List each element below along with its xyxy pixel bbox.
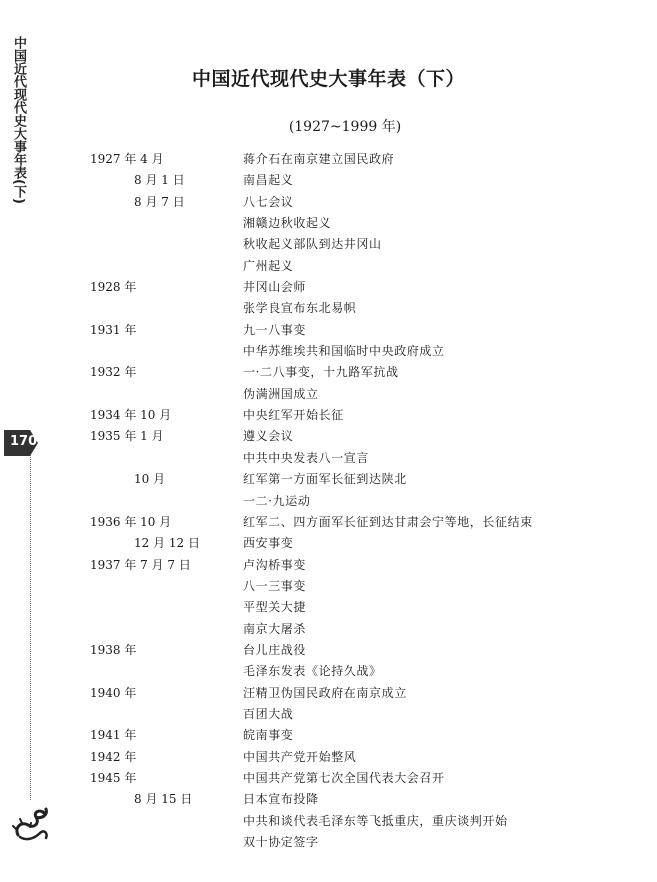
entry-event: 红军二、四方面军长征到达甘肃会宁等地，长征结束	[243, 514, 533, 529]
entry-date: 1931 年	[90, 322, 137, 337]
entry-event: 井冈山会师	[243, 280, 307, 295]
entry-date: 1937 年 7 月 7 日	[90, 557, 191, 572]
entry-date: 1936 年 10 月	[90, 514, 172, 529]
entry-date: 1938 年	[90, 642, 137, 657]
entry-date: 1932 年	[90, 365, 137, 380]
chronology-row	[0, 424, 657, 445]
chronology-list	[0, 147, 657, 851]
chronology-row	[0, 531, 657, 552]
entry-date: 1942 年	[90, 749, 137, 764]
entry-event: 皖南事变	[243, 728, 294, 743]
chronology-row	[0, 702, 657, 723]
entry-date: 1940 年	[90, 685, 137, 700]
chronology-row	[0, 489, 657, 510]
page-title: 中国近代现代史大事年表（下）	[191, 68, 465, 90]
entry-event: 秋收起义部队到达井冈山	[243, 237, 382, 252]
entry-event: 广州起义	[243, 258, 294, 273]
chronology-row	[0, 275, 657, 296]
chronology-row	[0, 296, 657, 317]
entry-date: 8 月 15 日	[134, 792, 193, 807]
chronology-row	[0, 403, 657, 424]
entry-event: 九一八事变	[243, 322, 307, 337]
chronology-row	[0, 809, 657, 830]
chronology-row	[0, 617, 657, 638]
chronology-row	[0, 659, 657, 680]
entry-event: 蒋介石在南京建立国民政府	[243, 152, 395, 166]
entry-event: 中华苏维埃共和国临时中央政府成立	[243, 344, 445, 359]
entry-event: 一·二八事变，十九路军抗战	[243, 365, 399, 380]
entry-event: 南京大屠杀	[243, 621, 307, 636]
entry-date: 12 月 12 日	[134, 536, 200, 551]
chronology-row	[0, 318, 657, 339]
entry-event: 八一三事变	[243, 578, 307, 593]
entry-event: 中共和谈代表毛泽东等飞抵重庆，重庆谈判开始	[243, 813, 508, 828]
chronology-row	[0, 254, 657, 275]
entry-event: 毛泽东发表《论持久战》	[243, 664, 382, 679]
entry-event: 汪精卫伪国民政府在南京成立	[243, 685, 407, 700]
entry-event: 日本宣布投降	[243, 792, 319, 807]
chronology-row	[0, 147, 657, 168]
chronology-row	[0, 574, 657, 595]
chronology-row	[0, 446, 657, 467]
entry-event: 双十协定签字	[243, 835, 319, 849]
page-subtitle: (1927~1999 年)	[288, 119, 402, 135]
chronology-row	[0, 190, 657, 211]
chronology-row	[0, 211, 657, 232]
chronology-row	[0, 467, 657, 488]
chronology-row	[0, 510, 657, 531]
entry-event: 西安事变	[243, 536, 294, 551]
entry-event: 红军第一方面军长征到达陕北	[243, 472, 407, 487]
chronology-row	[0, 382, 657, 403]
entry-date: 10 月	[134, 472, 166, 487]
entry-event: 中国共产党开始整风	[243, 749, 357, 764]
entry-event: 张学良宣布东北易帜	[243, 301, 357, 316]
chronology-row	[0, 232, 657, 253]
entry-event: 百团大战	[243, 706, 294, 721]
chronology-row	[0, 681, 657, 702]
chronology-row	[0, 339, 657, 360]
entry-date: 1935 年 1 月	[90, 429, 164, 444]
entry-event: 台儿庄战役	[243, 642, 307, 657]
entry-event: 一二·九运动	[243, 493, 311, 508]
entry-event: 八七会议	[243, 194, 294, 209]
entry-date: 8 月 1 日	[134, 173, 185, 188]
chronology-row	[0, 595, 657, 616]
entry-event: 湘赣边秋收起义	[243, 216, 332, 231]
chronology-row	[0, 766, 657, 787]
entry-date: 1927 年 4 月	[90, 152, 164, 166]
entry-date: 1928 年	[90, 280, 137, 295]
entry-date: 8 月 7 日	[134, 194, 185, 209]
entry-event: 伪满洲国成立	[243, 386, 319, 401]
chronology-row	[0, 360, 657, 381]
entry-event: 中国共产党第七次全国代表大会召开	[243, 770, 445, 785]
entry-event: 遵义会议	[243, 429, 294, 444]
entry-event: 卢沟桥事变	[243, 557, 307, 572]
chronology-row	[0, 787, 657, 808]
entry-event: 平型关大捷	[243, 600, 307, 615]
entry-event: 中央红军开始长征	[243, 408, 344, 423]
entry-event: 南昌起义	[243, 173, 294, 188]
side-running-header: 中国近代现代史大事年表(下)	[11, 36, 26, 204]
entry-date: 1945 年	[90, 770, 137, 785]
chronology-row	[0, 553, 657, 574]
chronology-row	[0, 745, 657, 766]
entry-event: 中共中央发表八一宣言	[243, 450, 370, 465]
page-number: 170	[10, 434, 38, 449]
chronology-row	[0, 638, 657, 659]
chronology-row	[0, 830, 657, 851]
chronology-row	[0, 723, 657, 744]
chronology-row	[0, 168, 657, 189]
entry-date: 1941 年	[90, 728, 137, 743]
entry-date: 1934 年 10 月	[90, 408, 172, 423]
